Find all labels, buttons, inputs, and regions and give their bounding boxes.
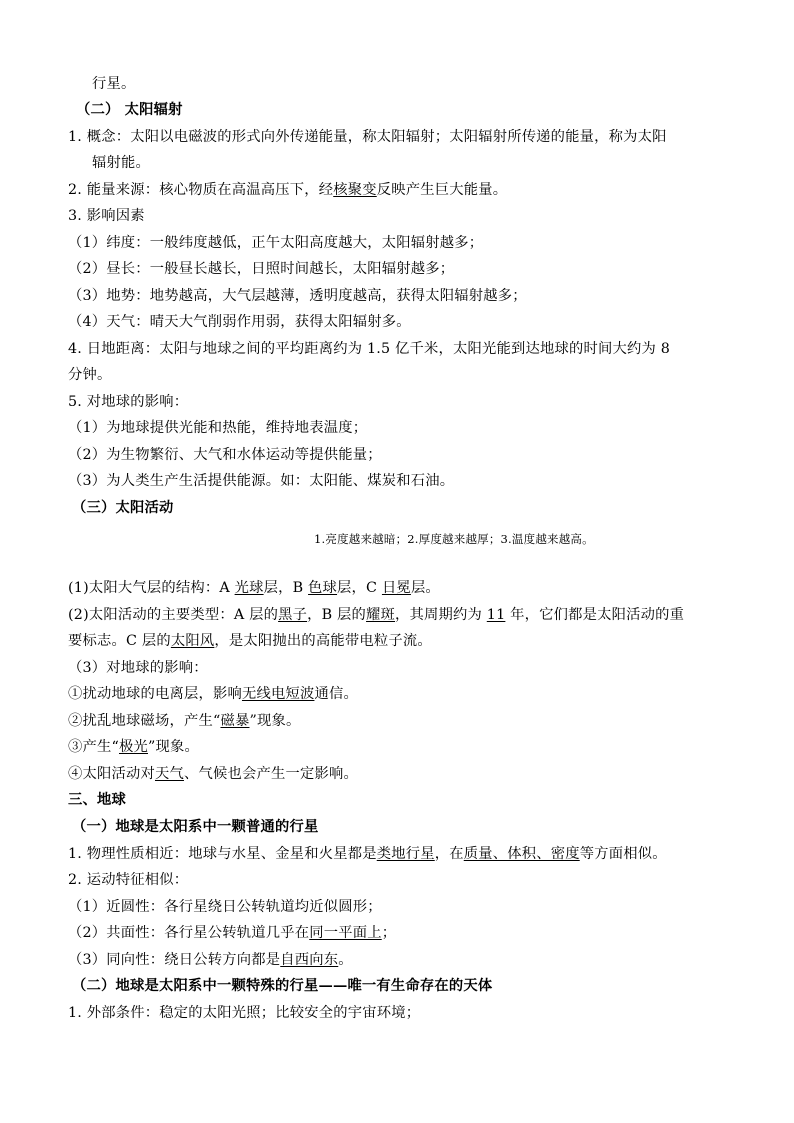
text-segment: 层。 (410, 580, 440, 596)
text-segment: ”现象。 (148, 739, 199, 755)
text-segment: 层，B (263, 580, 309, 596)
text-segment: （4）天气：晴天大气削弱作用弱，获得太阳辐射多。 (68, 314, 411, 330)
text-line (68, 606, 684, 624)
underlined-answer: 类地行星 (376, 846, 435, 862)
text-line (68, 898, 382, 916)
text-segment: （一）地球是太阳系中一颗普通的行星 (72, 819, 319, 835)
text-segment: （3）同向性：绕日公转方向都是 (68, 952, 281, 968)
text-line (68, 845, 667, 863)
text-line (68, 446, 382, 464)
text-line (68, 712, 300, 730)
text-segment: ，其周期约为 (395, 607, 487, 623)
section-heading (68, 791, 126, 809)
text-segment: （1）纬度：一般纬度越低，正午太阳高度越大，太阳辐射越多； (68, 235, 484, 251)
text-line (68, 419, 367, 437)
underlined-answer: 耀斑 (366, 607, 396, 623)
text-segment: （三）太阳活动 (72, 500, 174, 516)
text-segment: 1.亮度越来越暗；2.厚度越来越厚；3.温度越来越高。 (314, 532, 594, 546)
text-segment: ； (381, 925, 397, 941)
section-heading (72, 818, 318, 836)
text-line (68, 924, 396, 942)
text-segment: 分钟。 (68, 367, 112, 383)
text-line (314, 530, 594, 548)
text-segment: ③产生“ (68, 739, 119, 755)
text-segment: 2. 能量来源：核心物质在高温高压下，经 (68, 182, 334, 198)
text-segment: ，是太阳抛出的高能带电粒子流。 (214, 633, 432, 649)
text-segment: (1)太阳大气层的结构：A (68, 580, 235, 596)
text-segment: 、气候也会产生一定影响。 (183, 766, 358, 782)
text-line (68, 260, 454, 278)
text-segment: ”现象。 (249, 713, 301, 729)
underlined-answer: 极光 (119, 739, 148, 755)
text-line (68, 951, 353, 969)
text-line (68, 632, 432, 650)
text-segment: 1. 物理性质相近：地球与水星、金星和火星都是 (68, 846, 377, 862)
text-segment: （3）地势：地势越高，大气层越薄，透明度越高，获得太阳辐射越多； (68, 288, 527, 304)
underlined-answer: 自西向东 (280, 952, 339, 968)
text-segment: （3）对地球的影响： (68, 660, 208, 676)
text-line (68, 234, 483, 252)
text-segment: 反映产生巨大能量。 (376, 182, 508, 198)
text-segment: （3）为人类生产生活提供能源。如：太阳能、煤炭和石油。 (68, 473, 455, 489)
text-line (68, 393, 188, 411)
text-line (68, 1004, 420, 1022)
text-segment: 年，它们都是太阳活动的重 (505, 607, 685, 623)
text-segment: ，在 (434, 846, 464, 862)
text-segment: 。 (338, 952, 353, 968)
text-line (92, 154, 150, 172)
text-segment: 辐射能。 (92, 155, 150, 171)
text-line (68, 181, 507, 199)
text-line (68, 765, 358, 783)
text-segment: （二） 太阳辐射 (76, 102, 183, 118)
text-segment: ②扰乱地球磁场，产生“ (68, 713, 221, 729)
text-segment: 等方面相似。 (579, 846, 667, 862)
text-segment: 层，C (337, 580, 382, 596)
underlined-answer: 磁暴 (220, 713, 250, 729)
text-line (68, 871, 188, 889)
text-segment: (2)太阳活动的主要类型：A 层的 (68, 607, 279, 623)
text-segment: ，B 层的 (307, 607, 367, 623)
text-segment: ④太阳活动对 (68, 766, 155, 782)
text-segment: 5. 对地球的影响： (68, 394, 189, 410)
underlined-answer: 太阳风 (170, 633, 215, 649)
underlined-answer: 日冕 (381, 580, 411, 596)
text-line (68, 579, 440, 597)
text-segment: 要标志。C 层的 (68, 633, 171, 649)
text-line (68, 366, 112, 384)
text-segment: （二）地球是太阳系中一颗特殊的行星——唯一有生命存在的天体 (72, 978, 493, 994)
text-segment: 1. 外部条件：稳定的太阳光照；比较安全的宇宙环境； (68, 1005, 421, 1021)
section-heading (72, 977, 492, 995)
text-segment: （1）为地球提供光能和热能，维持地表温度； (68, 420, 368, 436)
section-heading (76, 101, 183, 119)
text-segment: 3. 影响因素 (68, 208, 145, 224)
text-line (68, 128, 667, 146)
text-line (68, 287, 527, 305)
text-segment: （2）昼长：一般昼长越长，日照时间越长，太阳辐射越多； (68, 261, 455, 277)
text-line (68, 313, 411, 331)
text-line (68, 738, 199, 756)
underlined-answer: 核聚变 (333, 182, 377, 198)
text-segment: 4. 日地距离：太阳与地球之间的平均距离约为 1.5 亿千米，太阳光能到达地球的时间大约为 8 (68, 341, 671, 357)
text-segment: 三、地球 (68, 792, 126, 808)
underlined-answer: 同一平面上 (309, 925, 382, 941)
text-line (68, 472, 454, 490)
underlined-answer: 色球 (308, 580, 338, 596)
text-line (68, 659, 208, 677)
underlined-answer: 质量、体积、密度 (463, 846, 580, 862)
text-line (68, 685, 358, 703)
section-heading (72, 499, 173, 517)
text-segment: ①扰动地球的电离层，影响 (68, 686, 242, 702)
text-line (68, 340, 670, 358)
text-segment: （2）为生物繁衍、大气和水体运动等提供能量； (68, 447, 382, 463)
text-line (92, 75, 136, 93)
text-line (68, 207, 145, 225)
text-segment: 2. 运动特征相似： (68, 872, 189, 888)
underlined-answer: 11 (486, 607, 506, 623)
underlined-answer: 无线电短波 (241, 686, 315, 702)
underlined-answer: 光球 (234, 580, 264, 596)
text-segment: （2）共面性：各行星公转轨道几乎在 (68, 925, 310, 941)
text-segment: 通信。 (314, 686, 358, 702)
text-segment: 行星。 (92, 76, 136, 92)
text-segment: （1）近圆性：各行星绕日公转轨道均近似圆形； (68, 899, 382, 915)
text-segment: 1. 概念：太阳以电磁波的形式向外传递能量，称太阳辐射；太阳辐射所传递的能量，称为太阳 (68, 129, 667, 145)
underlined-answer: 天气 (154, 766, 184, 782)
underlined-answer: 黑子 (278, 607, 308, 623)
